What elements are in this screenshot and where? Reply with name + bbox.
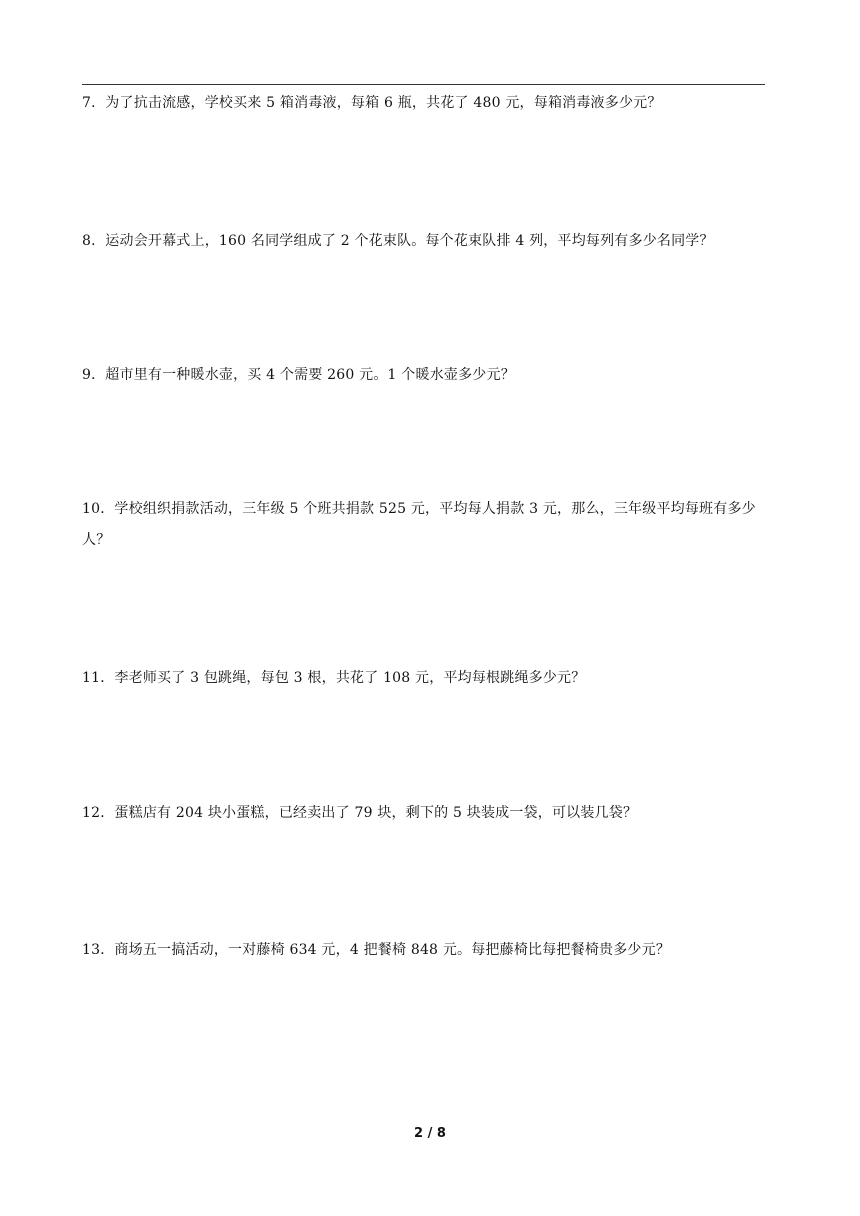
question-13: 13．商场五一搞活动，一对藤椅 634 元，4 把餐椅 848 元。每把藤椅比每把餐椅贵多少元？ — [82, 942, 671, 958]
question-12: 12．蛋糕店有 204 块小蛋糕，已经卖出了 79 块，剩下的 5 块装成一袋，可以装几袋？ — [82, 805, 638, 821]
header-rule — [82, 84, 765, 85]
question-11: 11．李老师买了 3 包跳绳，每包 3 根，共花了 108 元，平均每根跳绳多少元？ — [82, 670, 586, 686]
question-10: 10．学校组织捐款活动，三年级 5 个班共捐款 525 元，平均每人捐款 3 元，那么，三年级平均每班有多少人？ — [82, 501, 756, 548]
question-8: 8．运动会开幕式上，160 名同学组成了 2 个花束队。每个花束队排 4 列，平均每列有多少名同学？ — [82, 233, 714, 249]
page-number: 2 / 8 — [414, 1126, 446, 1141]
question-9: 9．超市里有一种暖水壶，买 4 个需要 260 元。1 个暖水壶多少元？ — [82, 367, 515, 383]
question-7: 7．为了抗击流感，学校买来 5 箱消毒液，每箱 6 瓶，共花了 480 元，每箱消毒液多少元？ — [82, 95, 662, 111]
